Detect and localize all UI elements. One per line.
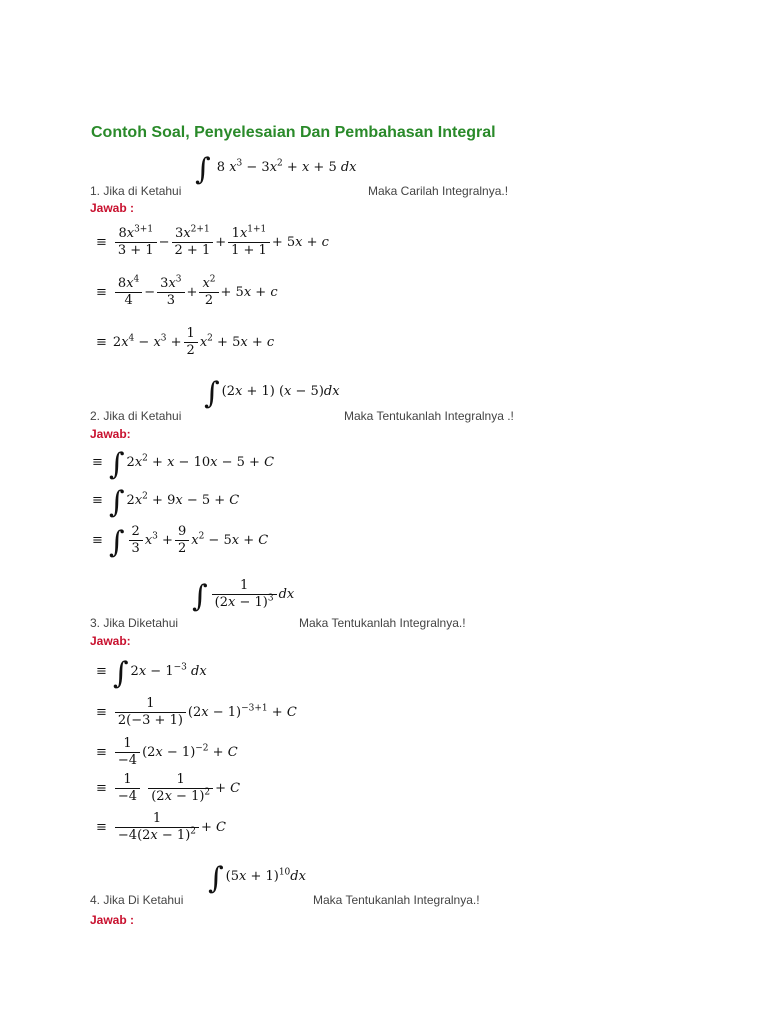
problem-3-step-3: ≡ $\frac{1}{-4}$ $(2x - 1)^{-2} + C$ (96, 736, 238, 768)
problem-2-integral: ∫ (2x + 1) (x − 5)dx (204, 376, 340, 411)
page-title: Contoh Soal, Penyelesaian Dan Pembahasan Integral (91, 124, 496, 141)
problem-3-integral: ∫ $\frac{1}{(2x - 1)^3}$ dx (192, 578, 295, 614)
problem-2-prompt: 2. Jika di Ketahui (90, 409, 182, 423)
problem-3-jawab: Jawab: (90, 634, 131, 648)
problem-3-step-5: ≡ $\frac{1}{-4(2x - 1)^2}$ + C (96, 811, 226, 843)
problem-1-step-2: ≡ $\frac{8x^4}{4}$ − $\frac{3x^3}{3}$ + $\frac{x^2}{2}$ + 5x + c (96, 274, 278, 308)
problem-1-integral: ∫ 8 $x^3 - 3x^2 + x + 5$ dx (195, 152, 357, 187)
problem-2-step-1: ≡ ∫ $2x^2 + x - 10x - 5 + C$ (92, 447, 275, 482)
problem-4-prompt: 4. Jika Di Ketahui (90, 893, 184, 907)
problem-2-task: Maka Tentukanlah Integralnya .! (344, 409, 514, 423)
problem-3-step-4: ≡ $\frac{1}{-4}$ $\frac{1}{(2x - 1)^2}$ + C (96, 772, 241, 804)
problem-4-task: Maka Tentukanlah Integralnya.! (313, 893, 480, 907)
problem-1-jawab: Jawab : (90, 201, 135, 215)
problem-1-prompt: 1. Jika di Ketahui (90, 184, 182, 198)
problem-3-step-1: ≡ ∫ $2x - 1^{-3}$ dx (96, 656, 207, 691)
problem-4-jawab: Jawab : (90, 913, 135, 927)
problem-3-task: Maka Tentukanlah Integralnya.! (299, 616, 466, 630)
problem-1-task: Maka Carilah Integralnya.! (368, 184, 509, 198)
problem-2-jawab: Jawab: (90, 427, 131, 441)
problem-1-step-1: ≡ $\frac{8x^{3+1}}{3 + 1}$ − $\frac{3x^{2+1}}{2 + 1}$ + $\frac{1x^{1+1}}{1 + 1}$ + 5x + c (96, 224, 329, 258)
problem-2-step-2: ≡ ∫ $2x^2 + 9x - 5 + C$ (92, 485, 240, 520)
problem-4-integral: ∫ $(5x + 1)^{10}dx$ (208, 861, 306, 896)
problem-3-prompt: 3. Jika Diketahui (90, 616, 179, 630)
problem-3-step-2: ≡ $\frac{1}{2(-3 + 1)}$ $(2x - 1)^{-3+1} + C$ (96, 696, 297, 728)
problem-1-step-3: ≡ $2x^4 - x^3$ + $\frac{1}{2}$ $x^2 + 5x + c$ (96, 326, 275, 358)
problem-2-step-3: ≡ ∫ $\frac{2}{3}$ $x^3$ + $\frac{9}{2}$ $x^2 - 5x + C$ (92, 524, 269, 560)
